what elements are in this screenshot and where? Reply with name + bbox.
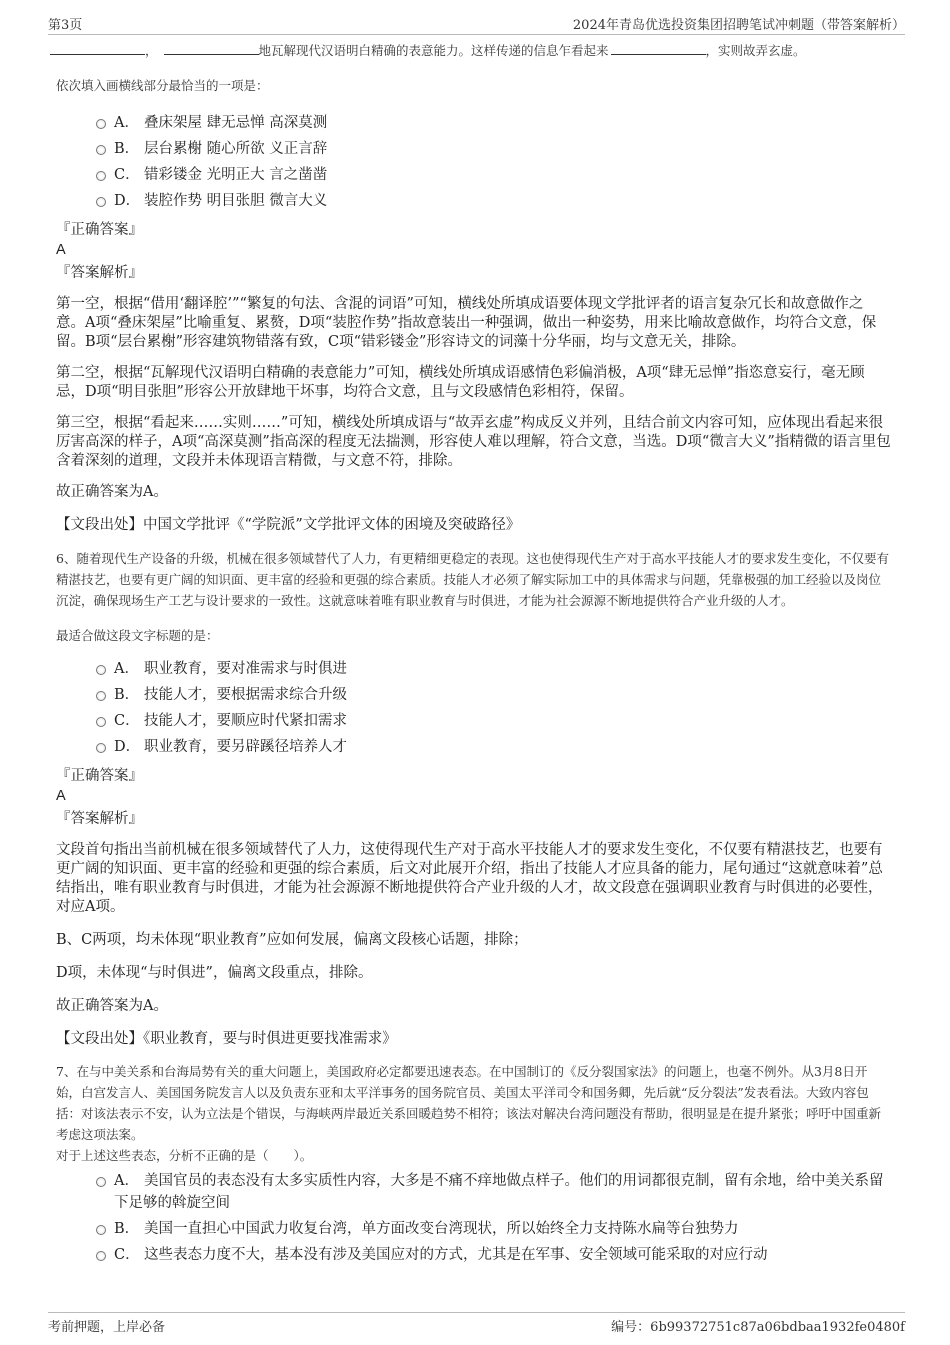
q7-option-c[interactable]: C． 这些表态力度不大，基本没有涉及美国应对的方式，尤其是在军事、安全领域可能采取的对应行动 [96,1242,892,1268]
q6-option-b[interactable]: B． 技能人才，要根据需求综合升级 [96,682,892,708]
q7-option-a[interactable]: A． 美国官员的表态没有太多实质性内容，大多是不痛不痒地做点样子。他们的用词都很克制，留有余地，给中美关系留下足够的斡旋空间 [96,1170,892,1214]
radio-icon[interactable] [96,1225,106,1235]
q7-stem: 7、在与中美关系和台海局势有关的重大问题上，美国政府必定都要迅速表态。在中国制订的《反分裂国家法》的问题上，也毫不例外。从3月8日开始，白宫发言人、美国国务院发言人以及负责东亚和太平洋事务的国务院官员、美国太平洋司令和国务卿，先后就“反分裂法”发表看法。大致内容包括：对该法表示不安，认为立法是个错误，与海峡两岸最近关系回暖趋势不相符；该法对解决台湾问题没有帮助，很明显是在提升紧张；呼吁中国重新考虑这项法案。 [56,1064,882,1142]
document-title: 2024年青岛优选投资集团招聘笔试冲刺题（带答案解析） [572,18,905,33]
q6-answer-label: 『正确答案』 [56,768,143,784]
radio-icon[interactable] [96,691,106,701]
page-header [48,12,905,35]
q6-option-a[interactable]: A． 职业教育，要对准需求与时俱进 [96,656,892,682]
q6-answer: A [56,788,66,804]
q6-options [56,656,892,760]
q5-option-b[interactable]: B． 层台累榭 随心所欲 义正言辞 [96,136,892,162]
document-id: 编号：6b99372751c87a06bdbaa1932fe0480f [611,1320,905,1335]
q5-option-a[interactable]: A． 叠床架屋 肆无忌惮 高深莫测 [96,110,892,136]
page-footer [48,1312,905,1335]
answer-blank-1 [50,42,145,55]
q5-stem-continuation: ， 地瓦解现代汉语明白精确的表意能力。这样传递的信息乍看起来 ，实则故弄玄虚。 [50,40,892,61]
q6-analysis-paragraph: 文段首句指出当前机械在很多领域替代了人力，这使得现代生产对于高水平技能人才的要求发生变化，不仅要有精湛技艺，也要有更广阔的知识面、更丰富的经验和更强的综合素质，后文对此展开介绍，指出了技能人才应具备的能力，尾句通过“这就意味着”总结指出，唯有职业教育与时俱进，才能为社会源源不断地提供符合产业升级的人才，故文段意在强调职业教育与时俱进的必要性，对应A项。 [56,842,883,915]
q7-options [56,1170,892,1268]
q5-conclusion: 故正确答案为A。 [56,484,168,500]
q5-analysis-paragraph: 第三空，根据“看起来……实则……”可知，横线处所填成语与“故弄玄虚”构成反义并列，且结合前文内容可知，应体现出看起来很厉害高深的样子，A项“高深莫测”指高深的程度无法揣测，形容使人难以理解，符合文意，当选。D项“微言大义”指精微的语言里包含着深刻的道理，文段并未体现语言精微，与文意不符，排除。 [56,415,891,469]
radio-icon[interactable] [96,1251,106,1261]
q6-conclusion: 故正确答案为A。 [56,998,168,1014]
q5-analysis-paragraph: 第一空，根据“借用‘翻译腔’”“繁复的句法、含混的词语”可知，横线处所填成语要体现文学批评者的语言复杂冗长和故意做作之意。A项“叠床架屋”比喻重复、累赘，D项“装腔作势”指故意装出一种强调，做出一种姿势，用来比喻故意做作，均符合文意，保留。B项“层台累榭”形容建筑物错落有致，C项“错彩镂金”形容诗文的词藻十分华丽，均与文意无关，排除。 [56,296,877,350]
radio-icon[interactable] [96,743,106,753]
q6-analysis-label: 『答案解析』 [56,811,143,827]
q5-analysis-paragraph: 第二空，根据“瓦解现代汉语明白精确的表意能力”可知，横线处所填成语感情色彩偏消极，A项“肆无忌惮”指恣意妄行，毫无顾忌，D项“明目张胆”形容公开放肆地干坏事，均符合文意，且与文段感情色彩相符，保留。 [56,365,865,400]
radio-icon[interactable] [96,717,106,727]
q5-analysis-label: 『答案解析』 [56,265,143,281]
q5-option-d[interactable]: D． 装腔作势 明目张胆 微言大义 [96,188,892,214]
q6-analysis-paragraph: B、C两项，均未体现“职业教育”应如何发展，偏离文段核心话题，排除； [56,932,528,948]
radio-icon[interactable] [96,197,106,207]
q6-analysis-paragraph: D项，未体现“与时俱进”，偏离文段重点，排除。 [56,965,373,981]
page-number: 第3页 [48,18,83,33]
q6-stem: 6、随着现代生产设备的升级，机械在很多领域替代了人力，有更精细更稳定的表现。这也使得现代生产对于高水平技能人才的要求发生变化，不仅要有精湛技艺，也要有更广阔的知识面、更丰富的经验和更强的综合素质。技能人才必须了解实际加工中的具体需求与问题，凭靠极强的加工经验以及岗位沉淀，确保现场生产工艺与设计要求的一致性。这就意味着唯有职业教育与时俱进，才能为社会源源不断地提供符合产业升级的人才。 [56,551,889,608]
document-body [56,40,892,1268]
radio-icon[interactable] [96,145,106,155]
answer-blank-2 [164,42,259,55]
q6-prompt: 最适合做这段文字标题的是： [56,628,219,643]
radio-icon[interactable] [96,119,106,129]
q5-options [56,110,892,214]
q6-option-d[interactable]: D． 职业教育，要另辟蹊径培养人才 [96,734,892,760]
radio-icon[interactable] [96,1177,106,1187]
q6-option-c[interactable]: C． 技能人才，要顺应时代紧扣需求 [96,708,892,734]
q6-source: 【文段出处】《职业教育，要与时俱进更要找准需求》 [56,1031,397,1047]
q5-option-c[interactable]: C． 错彩镂金 光明正大 言之凿凿 [96,162,892,188]
footer-slogan: 考前押题，上岸必备 [48,1320,166,1335]
radio-icon[interactable] [96,171,106,181]
radio-icon[interactable] [96,665,106,675]
answer-blank-3 [611,42,706,55]
q5-answer: A [56,242,66,258]
q5-prompt: 依次填入画横线部分最恰当的一项是： [56,78,269,93]
q7-prompt: 对于上述这些表态，分析不正确的是（ ）。 [56,1148,313,1163]
q7-option-b[interactable]: B． 美国一直担心中国武力收复台湾，单方面改变台湾现状，所以始终全力支持陈水扁等台独势力 [96,1216,892,1242]
q5-source: 【文段出处】中国文学批评《“学院派”文学批评文体的困境及突破路径》 [56,517,521,533]
q5-answer-label: 『正确答案』 [56,222,143,238]
